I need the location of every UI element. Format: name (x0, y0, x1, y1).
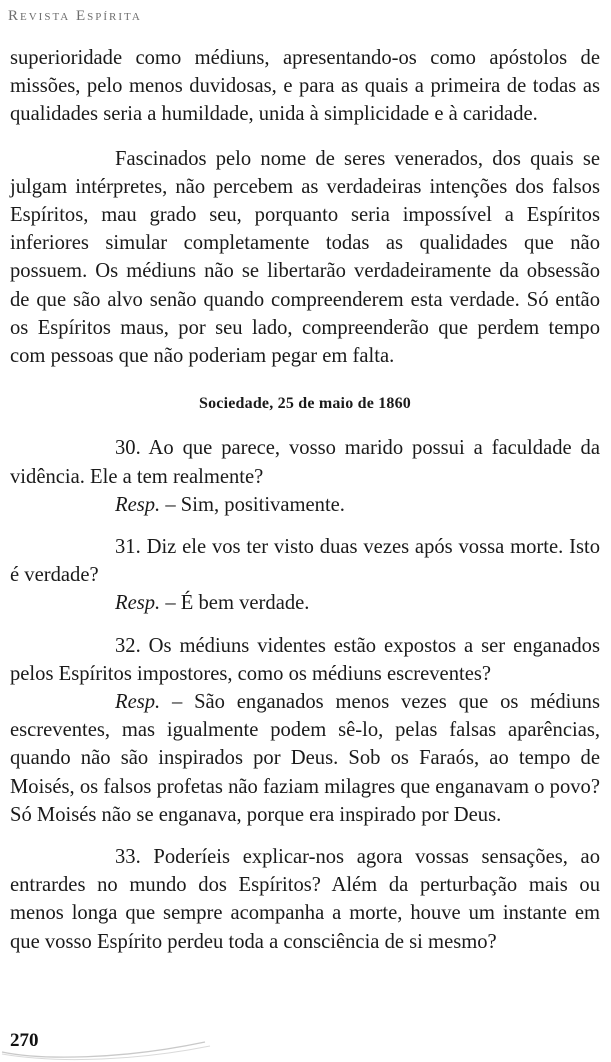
running-header: Revista Espírita (8, 8, 142, 24)
page-number: 270 (10, 1030, 39, 1051)
answer-32-text: – São enganados menos vezes que os médiuns escreventes, mas igualmente podem sê-lo, pelas falsas aparências, quando não são inspirados por Deus. Sob os Faraós, ao tempo de Moisés, os falsos profetas não faziam milagres que enganavam o povo? Só Moisés não se enganava, porque era inspirado por Deus. (10, 691, 600, 826)
question-33: 33. Poderíeis explicar-nos agora vossas sensações, ao entrardes no mundo dos Espíritos? Além da perturbação mais ou menos longa que sempre acompanha a morte, houve um instante em que vosso Espírito perdeu toda a consciência de si mesmo? (10, 846, 600, 953)
resp-label: Resp. (115, 493, 161, 516)
answer-32 (10, 688, 600, 829)
question-32: 32. Os médiuns videntes estão expostos a ser enganados pelos Espíritos impostores, como os médiuns escreventes? (10, 634, 600, 685)
answer-30 (10, 491, 600, 519)
resp-label: Resp. (115, 691, 161, 714)
paragraph-fascination: Fascinados pelo nome de seres venerados, dos quais se julgam intérpretes, não percebem as verdadeiras intenções dos falsos Espíritos, mau grado seu, porquanto seria impossível a Espíritos inferiores simular completamente todas as qualidades que não possuem. Os médiuns não se libertarão verdadeiramente da obsessão de que são alvo senão quando compreenderem esta verdade. Só então os Espíritos maus, por seu lado, compreenderão que perdem tempo com pessoas que não poderiam pegar em falta. (10, 147, 600, 368)
page-body (10, 44, 600, 956)
paragraph-continuation: superioridade como médiuns, apresentando-os como apóstolos de missões, pelo menos duvidosas, e para as quais a primeira de todas as qualidades seria a humildade, unida à simplicidade e à caridade. (10, 47, 600, 126)
answer-31 (10, 589, 600, 617)
answer-31-text: – É bem verdade. (160, 592, 310, 615)
question-30: 30. Ao que parece, vosso marido possui a faculdade da vidência. Ele a tem realmente? (10, 437, 600, 488)
answer-30-text: – Sim, positivamente. (160, 493, 345, 516)
section-heading: Sociedade, 25 de maio de 1860 (198, 395, 412, 413)
resp-label: Resp. (115, 592, 161, 615)
question-31: 31. Diz ele vos ter visto duas vezes após vossa morte. Isto é verdade? (10, 536, 600, 587)
